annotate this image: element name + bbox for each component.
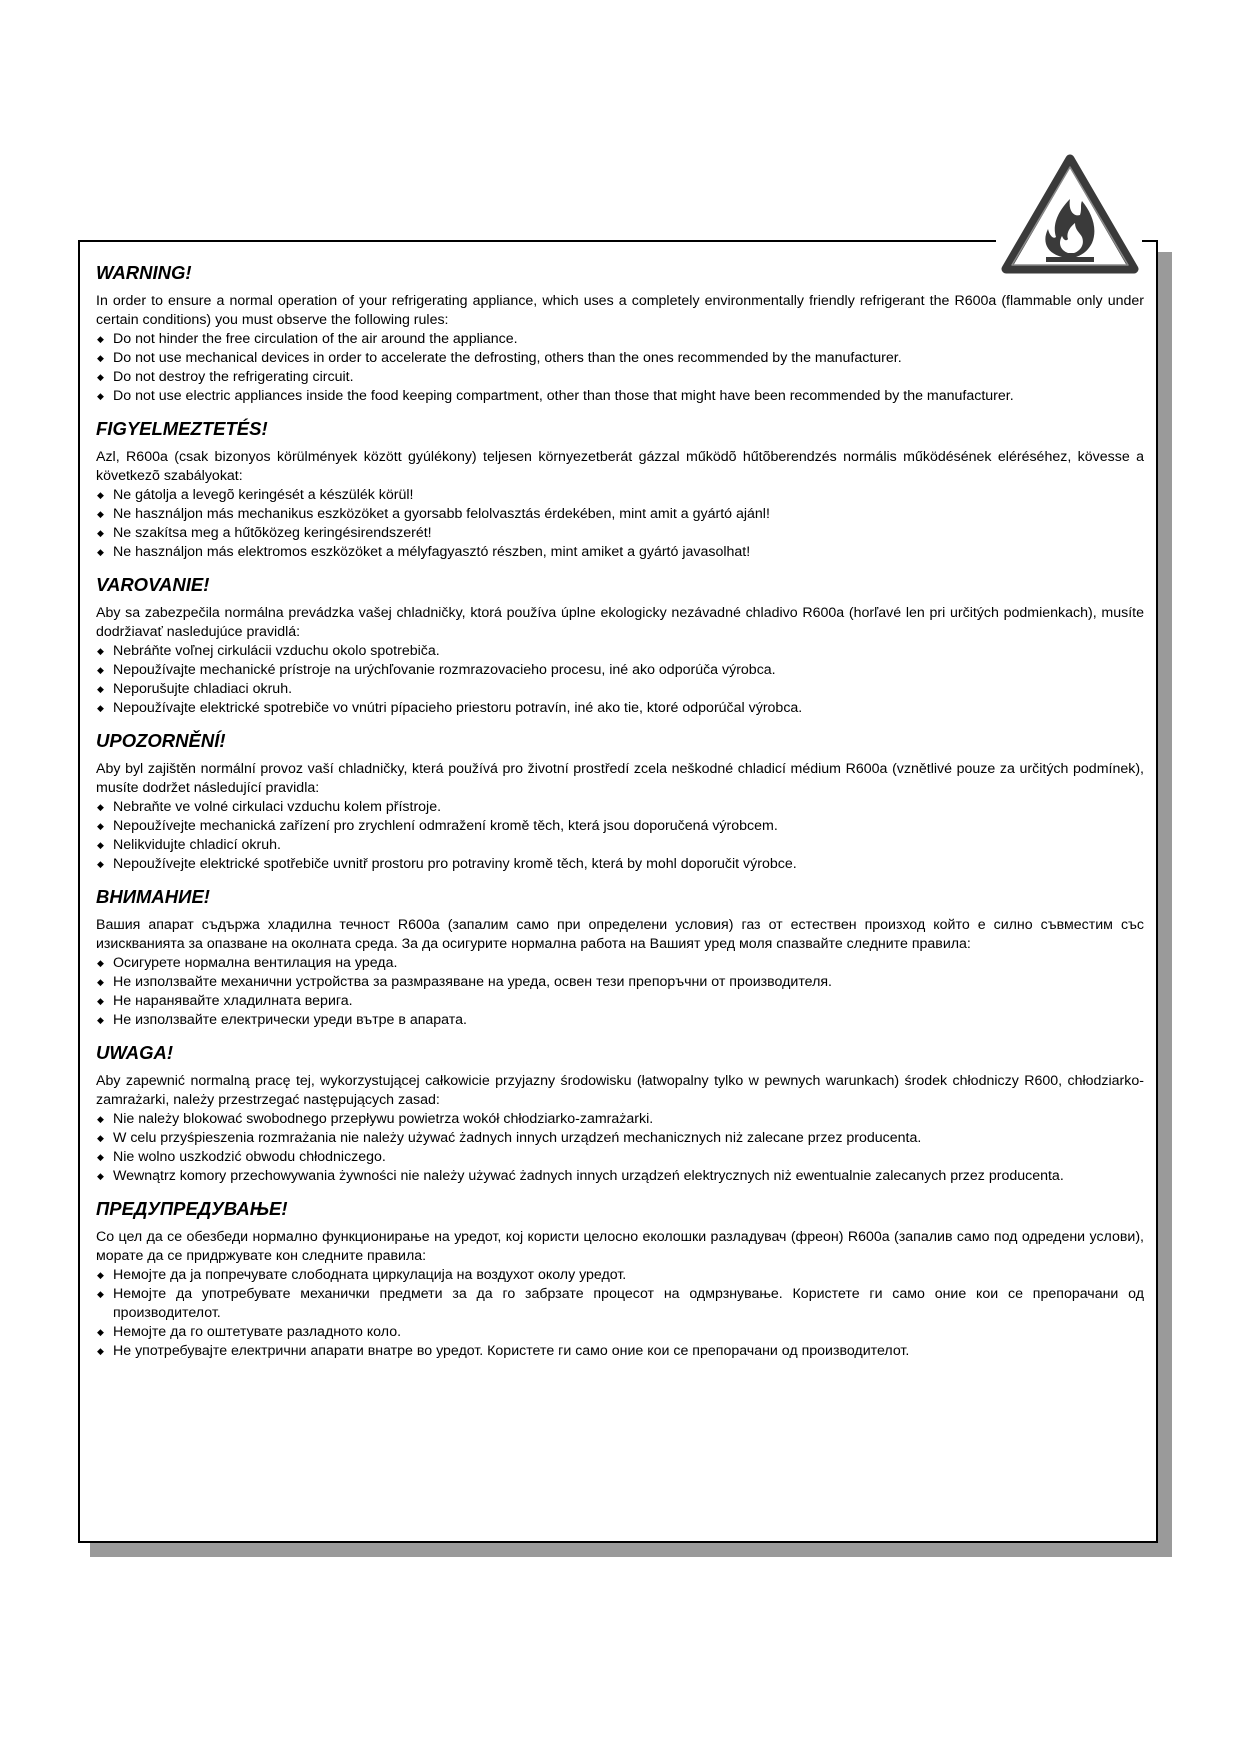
rule-list	[96, 486, 1144, 562]
section-intro: Aby byl zajištěn normální provoz vaší chladničky, která používá pro životní prostředí zcela neškodné chladicí médium R600a (vznětlivé pouze za určitých podmínek), musíte dodržet následující pravidla:	[96, 761, 1144, 796]
rule-item: ◆ Nie należy blokować swobodnego przepływu powietrza wokół chłodziarko-zamrażarki.	[96, 1110, 1144, 1129]
section-heading: VAROVANIE!	[96, 574, 210, 595]
section-heading: ВНИМАНИЕ!	[96, 886, 210, 907]
flammable-warning-icon	[1000, 153, 1140, 275]
rule-item: ◆ W celu przyśpieszenia rozmrażania nie należy używać żadnych innych urządzeń mechanicznych niż zalecane przez producenta.	[96, 1129, 1144, 1148]
section-heading: FIGYELMEZTETÉS!	[96, 418, 268, 439]
section-intro: Aby sa zabezpečila normálna prevádzka vašej chladničky, ktorá používa úplne ekologicky nezávadné chladivo R600a (horľavé len pri určitých podmienkach), musíte dodržiavať nasledujúce pravidlá:	[96, 605, 1144, 640]
rule-item: ◆ Ne gátolja a levegõ keringését a készülék körül!	[96, 486, 1144, 505]
rule-item: ◆ Ne szakítsa meg a hűtõközeg keringésirendszerét!	[96, 524, 1144, 543]
section-heading: WARNING!	[96, 262, 192, 283]
rule-item: ◆ Немојте да го оштетувате разладното коло.	[96, 1323, 1144, 1342]
section-czech	[96, 730, 1144, 874]
rule-list	[96, 1110, 1144, 1186]
rule-item: ◆ Nepoužívejte elektrické spotřebiče uvnitř prostoru pro potraviny kromě těch, která by mohl doporučit výrobce.	[96, 855, 1144, 874]
rule-item: ◆ Немојте да ја попречувате слободната циркулација на воздухот околу уредот.	[96, 1266, 1144, 1285]
warnings-content	[96, 262, 1144, 1373]
rule-list	[96, 642, 1144, 718]
rule-item: ◆ Не използвайте механични устройства за размразяване на уреда, освен тези препоръчни от производителя.	[96, 973, 1144, 992]
rule-item: ◆ Wewnątrz komory przechowywania żywności nie należy używać żadnych innych urządzeń elektrycznych niż ewentualnie zalecanych przez producenta.	[96, 1167, 1144, 1186]
section-intro: Aby zapewnić normalną pracę tej, wykorzystującej całkowicie przyjazny środowisku (łatwopalny tylko w pewnych warunkach) środek chłodniczy R600, chłodziarko-zamrażarki, należy przestrzegać następujących zasad:	[96, 1073, 1144, 1108]
section-polish	[96, 1042, 1144, 1186]
rule-list	[96, 330, 1144, 406]
rule-item: ◆ Nepoužívejte mechanická zařízení pro zrychlení odmražení kromě těch, která jsou doporučená výrobcem.	[96, 817, 1144, 836]
section-english	[96, 262, 1144, 406]
section-slovak	[96, 574, 1144, 718]
section-intro: Вашия апарат съдържа хладилна течност R600a (запалим само при определени условия) газ от естествен произход който е силно съвместим със изискванията за опазване на околната среда. За да осигурите нормална работа на Вашият уред моля спазвайте следните правила:	[96, 917, 1144, 952]
rule-item: ◆ Do not use electric appliances inside the food keeping compartment, other than those that might have been recommended by the manufacturer.	[96, 387, 1144, 406]
rule-item: ◆ Осигурете нормална вентилация на уреда.	[96, 954, 1144, 973]
section-macedonian	[96, 1198, 1144, 1361]
rule-item: ◆ Do not destroy the refrigerating circuit.	[96, 368, 1144, 387]
rule-item: ◆ Немојте да употребувате механички предмети за да го забрзате процесот на одмрзнување. Користете ги само оние кои се препорачани од производителот.	[96, 1285, 1144, 1323]
rule-list	[96, 1266, 1144, 1361]
rule-item: ◆ Do not hinder the free circulation of the air around the appliance.	[96, 330, 1144, 349]
rule-item: ◆ Do not use mechanical devices in order to accelerate the defrosting, others than the ones recommended by the manufacturer.	[96, 349, 1144, 368]
section-heading: UWAGA!	[96, 1042, 174, 1063]
section-intro: Azl, R600a (csak bizonyos körülmények között gyúlékony) teljesen környezetberát gázzal működõ hűtõberendzés normális működésének eléréséhez, kövesse a következõ szabályokat:	[96, 449, 1144, 484]
section-heading: UPOZORNĚNÍ!	[96, 730, 226, 751]
rule-item: ◆ Не наранявайте хладилната верига.	[96, 992, 1144, 1011]
rule-item: ◆ Ne használjon más mechanikus eszközöket a gyorsabb felolvasztás érdekében, mint amit a gyártó ajánl!	[96, 505, 1144, 524]
rule-item: ◆ Nelikvidujte chladicí okruh.	[96, 836, 1144, 855]
rule-item: ◆ Ne használjon más elektromos eszközöket a mélyfagyasztó részben, mint amiket a gyártó javasolhat!	[96, 543, 1144, 562]
rule-item: ◆ Neporušujte chladiaci okruh.	[96, 680, 1144, 699]
rule-list	[96, 798, 1144, 874]
rule-item: ◆ Nepoužívajte mechanické prístroje na urýchľovanie rozmrazovacieho procesu, iné ako odporúča výrobca.	[96, 661, 1144, 680]
rule-item: ◆ Nepoužívajte elektrické spotrebiče vo vnútri pípacieho priestoru potravín, iné ako tie, ktoré odporúčal výrobca.	[96, 699, 1144, 718]
rule-item: ◆ Nie wolno uszkodzić obwodu chłodniczego.	[96, 1148, 1144, 1167]
rule-item: ◆ Nebráňte voľnej cirkulácii vzduchu okolo spotrebiča.	[96, 642, 1144, 661]
rule-list	[96, 954, 1144, 1030]
rule-item: ◆ Не употребувајте електрични апарати внатре во уредот. Користете ги само оние кои се препорачани од производителот.	[96, 1342, 1144, 1361]
section-bulgarian	[96, 886, 1144, 1030]
section-hungarian	[96, 418, 1144, 562]
section-intro: Со цел да се обезбеди нормално функционирање на уредот, кој користи целосно еколошки разладувач (фреон) R600a (запалив само под одредени услови), морате да се придржувате кон следните правила:	[96, 1229, 1144, 1264]
section-intro: In order to ensure a normal operation of your refrigerating appliance, which uses a completely environmentally friendly refrigerant the R600a (flammable only under certain conditions) you must observe the following rules:	[96, 293, 1144, 328]
rule-item: ◆ Не използвайте електрически уреди вътре в апарата.	[96, 1011, 1144, 1030]
rule-item: ◆ Nebraňte ve volné cirkulaci vzduchu kolem přístroje.	[96, 798, 1144, 817]
section-heading: ПРЕДУПРЕДУВАЊЕ!	[96, 1198, 288, 1219]
